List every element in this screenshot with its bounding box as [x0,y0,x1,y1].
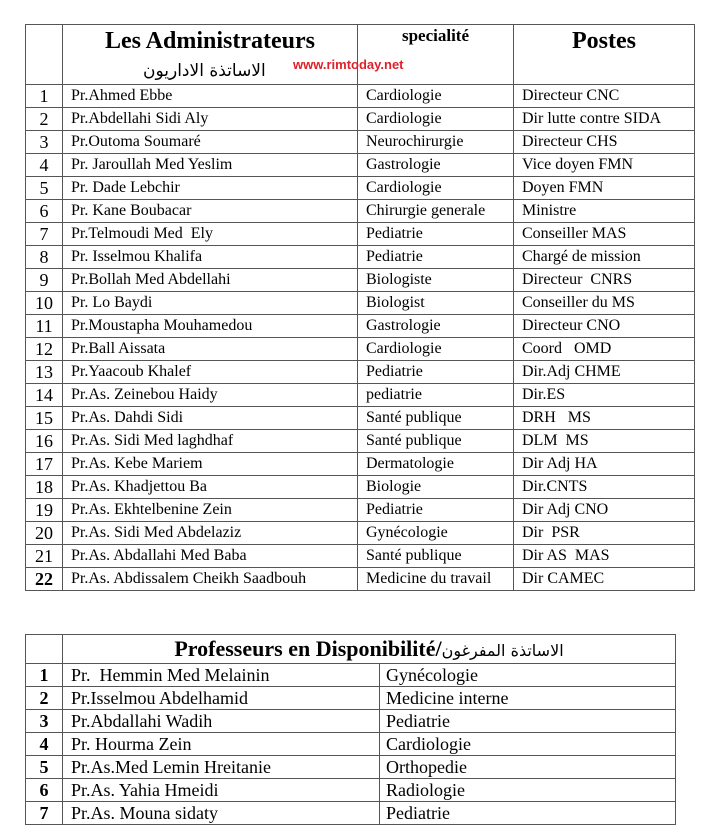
table-row [26,453,695,476]
professor-speciality: Orthopedie [380,756,676,779]
header-posts-cell [514,25,695,85]
row-number: 10 [26,292,63,315]
row-number: 11 [26,315,63,338]
table-row [26,779,676,802]
administrator-speciality: Dermatologie [358,453,514,476]
professor-speciality: Medicine interne [380,687,676,710]
table-row [26,108,695,131]
row-number: 8 [26,246,63,269]
professor-name: Pr.Isselmou Abdelhamid [63,687,380,710]
administrator-name: Pr.As. Ekhtelbenine Zein [63,499,358,522]
row-number: 13 [26,361,63,384]
table-row [26,246,695,269]
table-row [26,407,695,430]
table-row [26,733,676,756]
administrator-name: Pr.Telmoudi Med Ely [63,223,358,246]
professor-name: Pr.As. Yahia Hmeidi [63,779,380,802]
administrator-name: Pr.As. Kebe Mariem [63,453,358,476]
administrator-name: Pr. Jaroullah Med Yeslim [63,154,358,177]
professors-availability-table [25,634,676,825]
administrator-speciality: Gastrologie [358,315,514,338]
table-row [26,522,695,545]
row-number: 1 [26,664,63,687]
row-number: 17 [26,453,63,476]
table-row [26,687,676,710]
row-number: 15 [26,407,63,430]
table-row [26,802,676,825]
row-number: 12 [26,338,63,361]
professors-title-arabic: الاساتذة المفرغون [441,641,564,660]
administrator-name: Pr.Bollah Med Abdellahi [63,269,358,292]
administrator-speciality: Cardiologie [358,338,514,361]
header-speciality-cell [358,25,514,85]
professor-speciality: Gynécologie [380,664,676,687]
administrator-name: Pr. Isselmou Khalifa [63,246,358,269]
row-number: 4 [26,154,63,177]
administrator-post: DLM MS [514,430,695,453]
professor-name: Pr. Hemmin Med Melainin [63,664,380,687]
row-number: 2 [26,687,63,710]
administrator-speciality: Santé publique [358,430,514,453]
administrator-post: Dir.CNTS [514,476,695,499]
row-number: 19 [26,499,63,522]
header-number-cell [26,635,63,664]
administrator-speciality: Chirurgie generale [358,200,514,223]
professors-title-cell [63,635,676,664]
administrator-speciality: Cardiologie [358,108,514,131]
row-number: 20 [26,522,63,545]
administrator-speciality: Pediatrie [358,223,514,246]
administrator-post: Directeur CNC [514,85,695,108]
row-number: 1 [26,85,63,108]
table-row [26,384,695,407]
administrators-header-row [26,25,695,85]
professor-speciality: Cardiologie [380,733,676,756]
table-row [26,568,695,591]
professor-name: Pr.Abdallahi Wadih [63,710,380,733]
administrator-speciality: Medicine du travail [358,568,514,591]
row-number: 16 [26,430,63,453]
administrators-title: Les Administrateurs [105,28,315,54]
row-number: 5 [26,756,63,779]
row-number: 14 [26,384,63,407]
table-row [26,292,695,315]
table-row [26,315,695,338]
administrator-speciality: Pediatrie [358,361,514,384]
table-row [26,756,676,779]
administrator-post: DRH MS [514,407,695,430]
row-number: 5 [26,177,63,200]
administrator-name: Pr.Outoma Soumaré [63,131,358,154]
table-row [26,545,695,568]
administrator-post: Directeur CNRS [514,269,695,292]
administrators-table [25,24,695,591]
professor-speciality: Radiologie [380,779,676,802]
professor-speciality: Pediatrie [380,710,676,733]
administrator-post: Ministre [514,200,695,223]
row-number: 6 [26,200,63,223]
administrator-name: Pr. Kane Boubacar [63,200,358,223]
table-row [26,664,676,687]
administrator-name: Pr.Abdellahi Sidi Aly [63,108,358,131]
administrator-speciality: pediatrie [358,384,514,407]
header-number-cell [26,25,63,85]
table-row [26,131,695,154]
row-number: 18 [26,476,63,499]
table-row [26,430,695,453]
speciality-header: specialité [401,26,470,45]
administrator-name: Pr.As. Abdallahi Med Baba [63,545,358,568]
administrator-post: Vice doyen FMN [514,154,695,177]
row-number: 3 [26,131,63,154]
row-number: 2 [26,108,63,131]
administrator-speciality: Biologist [358,292,514,315]
administrator-name: Pr.As. Sidi Med Abdelaziz [63,522,358,545]
administrator-post: Doyen FMN [514,177,695,200]
header-name-cell [63,25,358,85]
administrator-post: Dir Adj HA [514,453,695,476]
administrator-name: Pr.Ball Aissata [63,338,358,361]
administrator-speciality: Biologiste [358,269,514,292]
professor-speciality: Pediatrie [380,802,676,825]
professors-title: Professeurs en Disponibilité/ [174,636,442,661]
administrator-post: Conseiller MAS [514,223,695,246]
table-row [26,200,695,223]
administrator-post: Dir CAMEC [514,568,695,591]
table-row [26,177,695,200]
administrator-name: Pr.As. Sidi Med laghdhaf [63,430,358,453]
professor-name: Pr. Hourma Zein [63,733,380,756]
administrators-title-arabic: الاساتذة الاداريون [143,61,266,81]
administrator-name: Pr.As. Abdissalem Cheikh Saadbouh [63,568,358,591]
administrator-speciality: Cardiologie [358,177,514,200]
administrator-speciality: Pediatrie [358,246,514,269]
administrator-post: Dir.ES [514,384,695,407]
administrator-post: Dir AS MAS [514,545,695,568]
administrator-speciality: Gastrologie [358,154,514,177]
table-row [26,476,695,499]
table-row [26,361,695,384]
table-row [26,710,676,733]
row-number: 22 [26,568,63,591]
table-row [26,499,695,522]
row-number: 7 [26,802,63,825]
administrator-post: Coord OMD [514,338,695,361]
administrator-name: Pr.Moustapha Mouhamedou [63,315,358,338]
administrator-post: Chargé de mission [514,246,695,269]
row-number: 21 [26,545,63,568]
administrator-name: Pr.Ahmed Ebbe [63,85,358,108]
row-number: 4 [26,733,63,756]
administrator-name: Pr.As. Dahdi Sidi [63,407,358,430]
administrator-name: Pr.As. Zeinebou Haidy [63,384,358,407]
table-row [26,154,695,177]
professors-header-row [26,635,676,664]
professor-name: Pr.As. Mouna sidaty [63,802,380,825]
administrator-speciality: Gynécologie [358,522,514,545]
administrator-post: Dir lutte contre SIDA [514,108,695,131]
row-number: 7 [26,223,63,246]
administrator-post: Directeur CNO [514,315,695,338]
row-number: 6 [26,779,63,802]
table-row [26,85,695,108]
table-row [26,269,695,292]
administrator-post: Dir.Adj CHME [514,361,695,384]
administrator-speciality: Santé publique [358,545,514,568]
administrator-speciality: Pediatrie [358,499,514,522]
administrator-name: Pr. Dade Lebchir [63,177,358,200]
administrator-speciality: Santé publique [358,407,514,430]
administrator-name: Pr. Lo Baydi [63,292,358,315]
posts-header: Postes [572,28,636,54]
administrator-post: Directeur CHS [514,131,695,154]
watermark: www.rimtoday.net [293,57,404,72]
row-number: 3 [26,710,63,733]
row-number: 9 [26,269,63,292]
administrator-post: Conseiller du MS [514,292,695,315]
administrator-speciality: Neurochirurgie [358,131,514,154]
administrator-post: Dir PSR [514,522,695,545]
table-row [26,223,695,246]
table-row [26,338,695,361]
administrator-speciality: Biologie [358,476,514,499]
administrator-speciality: Cardiologie [358,85,514,108]
administrator-post: Dir Adj CNO [514,499,695,522]
administrator-name: Pr.As. Khadjettou Ba [63,476,358,499]
professor-name: Pr.As.Med Lemin Hreitanie [63,756,380,779]
administrator-name: Pr.Yaacoub Khalef [63,361,358,384]
